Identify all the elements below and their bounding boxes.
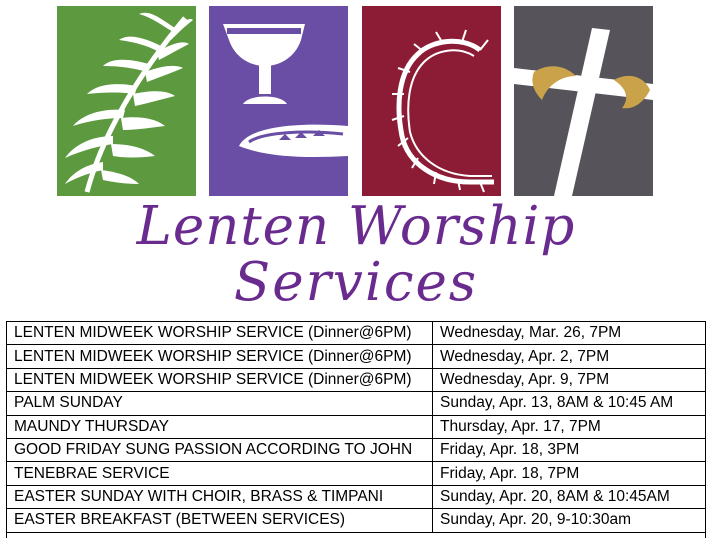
event-cell: LENTEN MIDWEEK WORSHIP SERVICE (Dinner@6PM) [7,322,433,345]
date-cell: Sunday, Apr. 20, 8AM & 10:45AM [433,485,706,508]
date-cell: Wednesday, Apr. 9, 7PM [433,368,706,391]
header-image-panels [57,6,653,196]
table-row [7,322,706,345]
event-cell: TENEBRAE SERVICE [7,462,433,485]
table-row [7,345,706,368]
date-cell: Friday, Apr. 18, 7PM [433,462,706,485]
table-bottom-edge [6,533,706,538]
date-cell: Friday, Apr. 18, 3PM [433,438,706,461]
event-cell: PALM SUNDAY [7,392,433,415]
panel-crown-of-thorns [362,6,501,196]
event-cell: GOOD FRIDAY SUNG PASSION ACCORDING TO JOHN [7,438,433,461]
chalice-and-bread-icon [209,6,348,196]
cross-with-sash-icon [514,6,653,196]
date-cell: Sunday, Apr. 13, 8AM & 10:45 AM [433,392,706,415]
event-cell: EASTER BREAKFAST (BETWEEN SERVICES) [7,509,433,532]
date-cell: Wednesday, Mar. 26, 7PM [433,322,706,345]
date-cell: Sunday, Apr. 20, 9-10:30am [433,509,706,532]
date-cell: Wednesday, Apr. 2, 7PM [433,345,706,368]
table-row [7,368,706,391]
panel-chalice [209,6,348,196]
event-cell: LENTEN MIDWEEK WORSHIP SERVICE (Dinner@6PM) [7,345,433,368]
panel-cross [514,6,653,196]
palm-branch-icon [57,6,196,196]
date-cell: Thursday, Apr. 17, 7PM [433,415,706,438]
table-row [7,462,706,485]
table-row [7,392,706,415]
page-title-line-2: Services [233,252,479,313]
crown-of-thorns-icon [362,6,501,196]
table-row [7,509,706,532]
page-title-line-1: Lenten Worship [136,196,576,257]
panel-palm [57,6,196,196]
table-row [7,485,706,508]
table-row [7,415,706,438]
event-cell: LENTEN MIDWEEK WORSHIP SERVICE (Dinner@6PM) [7,368,433,391]
event-cell: MAUNDY THURSDAY [7,415,433,438]
schedule-table [6,321,706,533]
event-cell: EASTER SUNDAY WITH CHOIR, BRASS & TIMPANI [7,485,433,508]
table-row [7,438,706,461]
